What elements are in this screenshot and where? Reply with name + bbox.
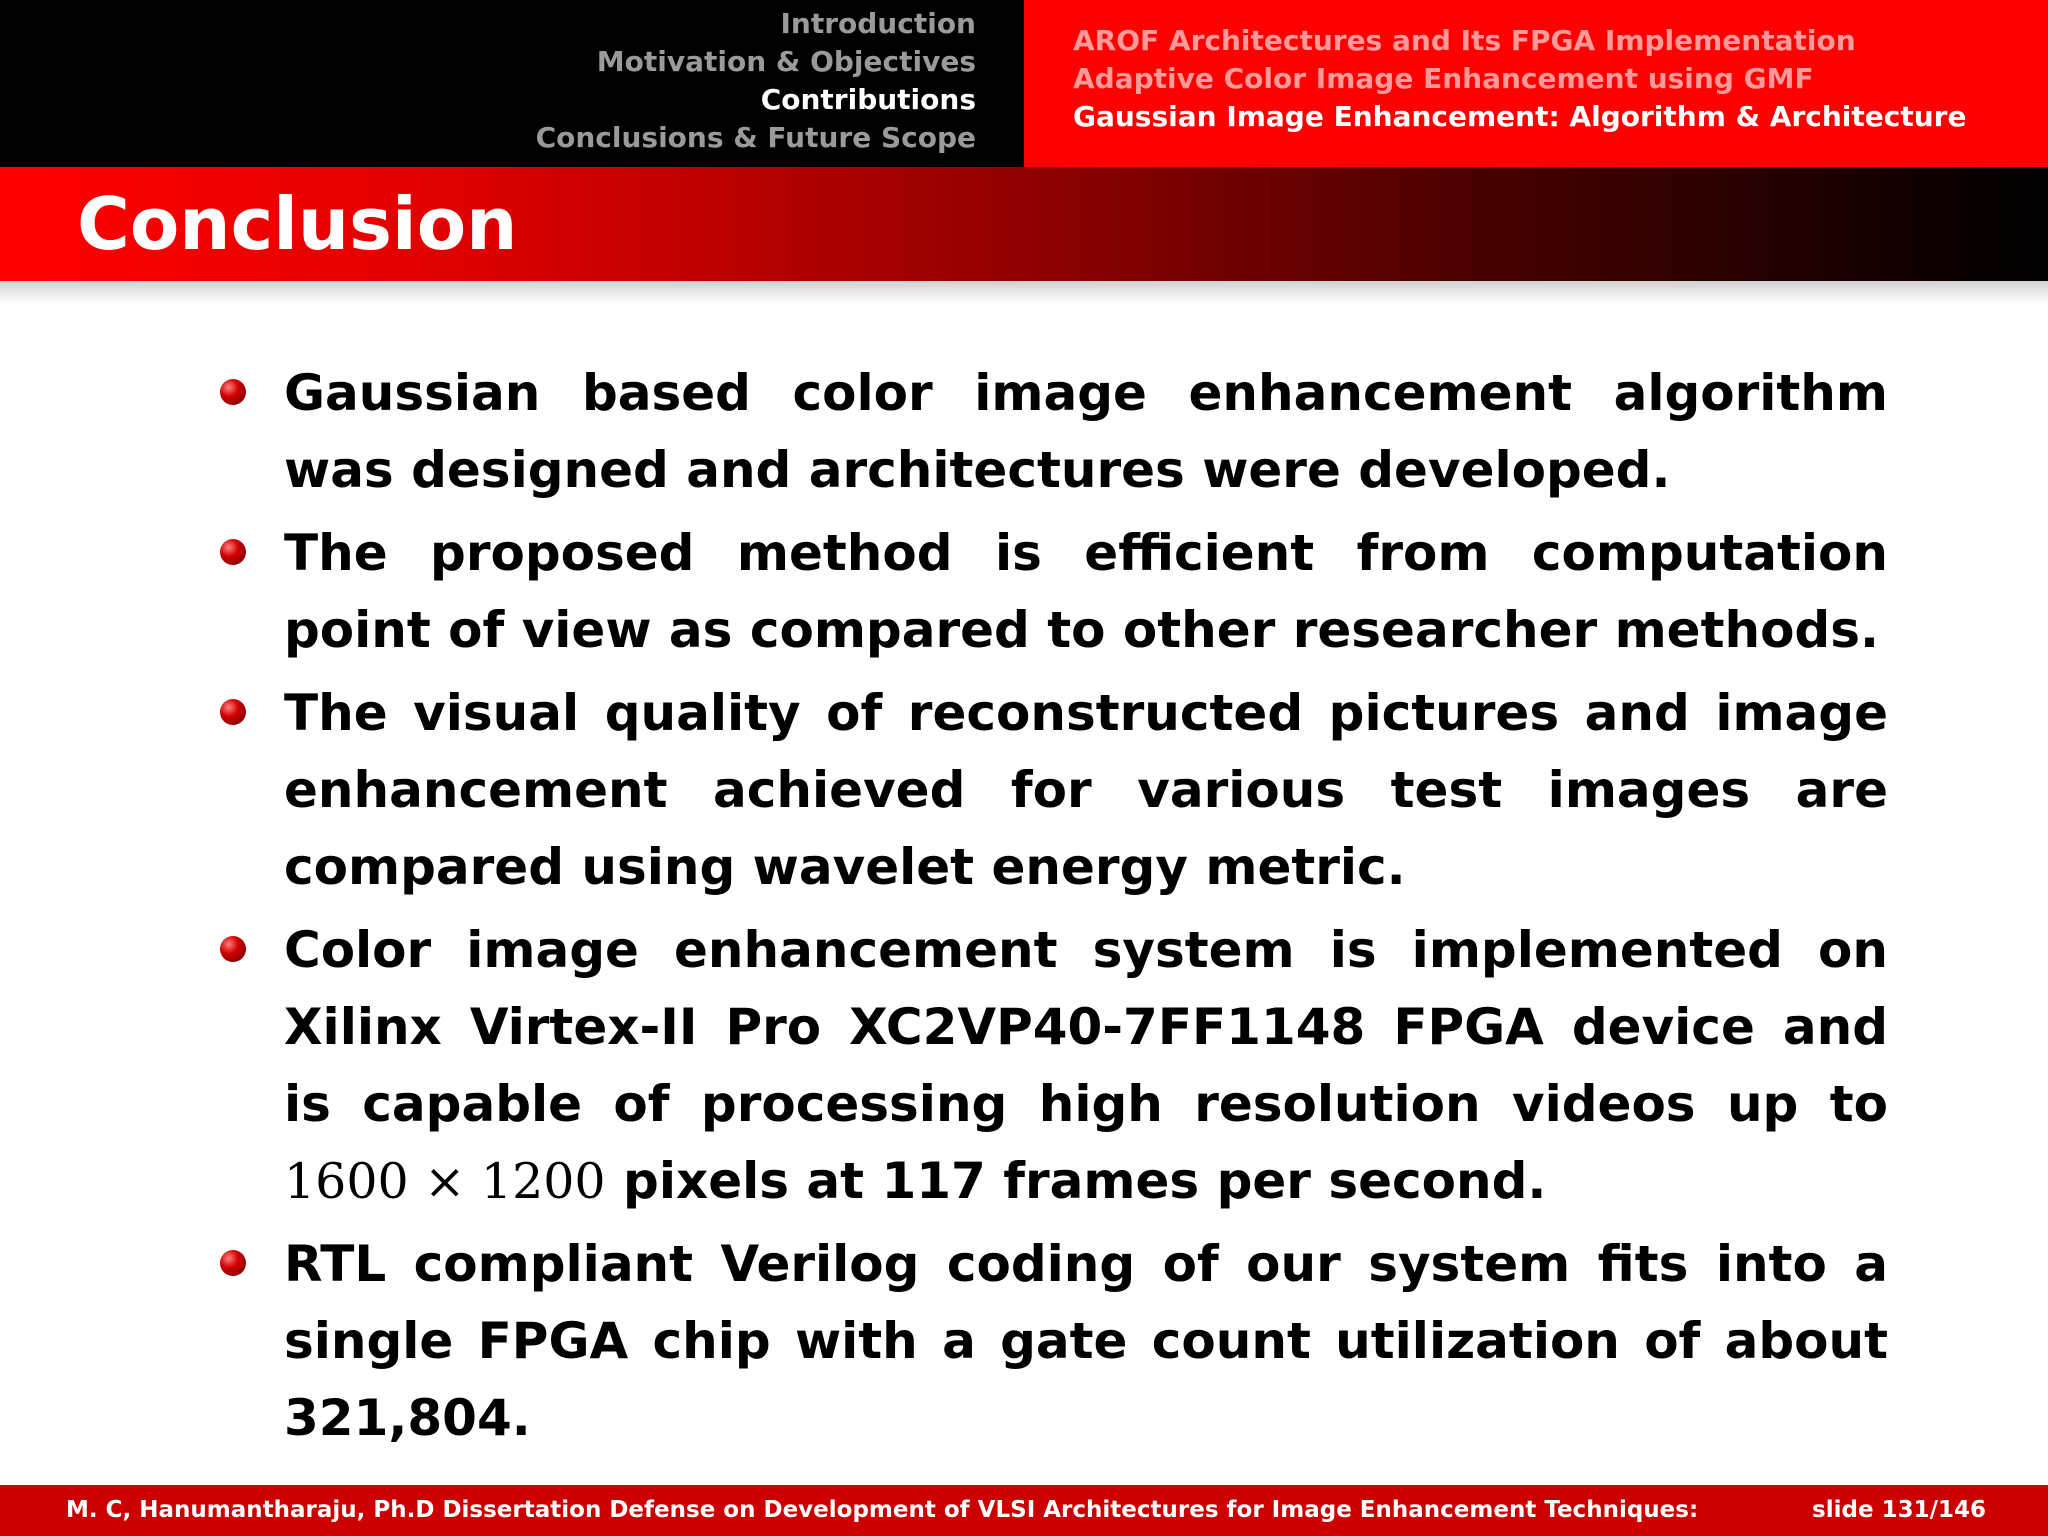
conclusion-bullet-list [220, 355, 1888, 1457]
red-sphere-bullet-icon [220, 699, 246, 725]
bullet-text: The visual quality of reconstructed pictures and image enhancement achieved for various test images are compared using wavelet energy metric. [284, 684, 1888, 896]
bullet-item [220, 912, 1888, 1220]
nav-section-conclusions[interactable]: Conclusions & Future Scope [535, 121, 976, 154]
nav-section-motivation[interactable]: Motivation & Objectives [596, 45, 976, 78]
subsection-navigation [1024, 0, 2048, 167]
bullet-text: The proposed method is efficient from computation point of view as compared to other researcher methods. [284, 524, 1888, 659]
red-sphere-bullet-icon [220, 936, 246, 962]
bullet-item [220, 1226, 1888, 1457]
bullet-text: RTL compliant Verilog coding of our system fits into a single FPGA chip with a gate count utilization of about 321,804. [284, 1235, 1888, 1447]
nav-subsection-adaptive-gmf[interactable]: Adaptive Color Image Enhancement using GMF [1073, 62, 1814, 95]
footer-author-title: M. C, Hanumantharaju, Ph.D Dissertation Defense on Development of VLSI Architectures for Image Enhancement Techniques: [66, 1497, 1699, 1523]
bullet-text [284, 912, 1888, 1220]
bullet-text-part: pixels at 117 frames per second. [605, 1152, 1547, 1210]
slide-footer [0, 1485, 2048, 1536]
section-list [536, 5, 976, 157]
bullet-text: Gaussian based color image enhancement algorithm was designed and architectures were developed. [284, 364, 1888, 499]
nav-section-contributions[interactable]: Contributions [760, 83, 976, 116]
nav-section-introduction[interactable]: Introduction [780, 7, 976, 40]
red-sphere-bullet-icon [220, 379, 246, 405]
section-navigation [0, 0, 1024, 167]
red-sphere-bullet-icon [220, 539, 246, 565]
bullet-item [220, 675, 1888, 906]
nav-subsection-arof[interactable]: AROF Architectures and Its FPGA Implementation [1073, 24, 1856, 57]
nav-subsection-gaussian[interactable]: Gaussian Image Enhancement: Algorithm & Architecture [1073, 100, 1967, 133]
subsection-list [1073, 22, 1966, 136]
bullet-text-part: Color image enhancement system is implemented on Xilinx Virtex-II Pro XC2VP40-7FF1148 FPGA device and is capable of processing high resolution videos up to [284, 921, 1888, 1133]
title-bar-shadow [0, 281, 2048, 303]
bullet-item [220, 355, 1888, 509]
bullet-item [220, 515, 1888, 669]
red-sphere-bullet-icon [220, 1250, 246, 1276]
slide-number: slide 131/146 [1812, 1497, 1986, 1523]
slide-content [220, 355, 1888, 1463]
frame-title: Conclusion [77, 182, 518, 266]
resolution-math: 1600 × 1200 [284, 1153, 606, 1210]
